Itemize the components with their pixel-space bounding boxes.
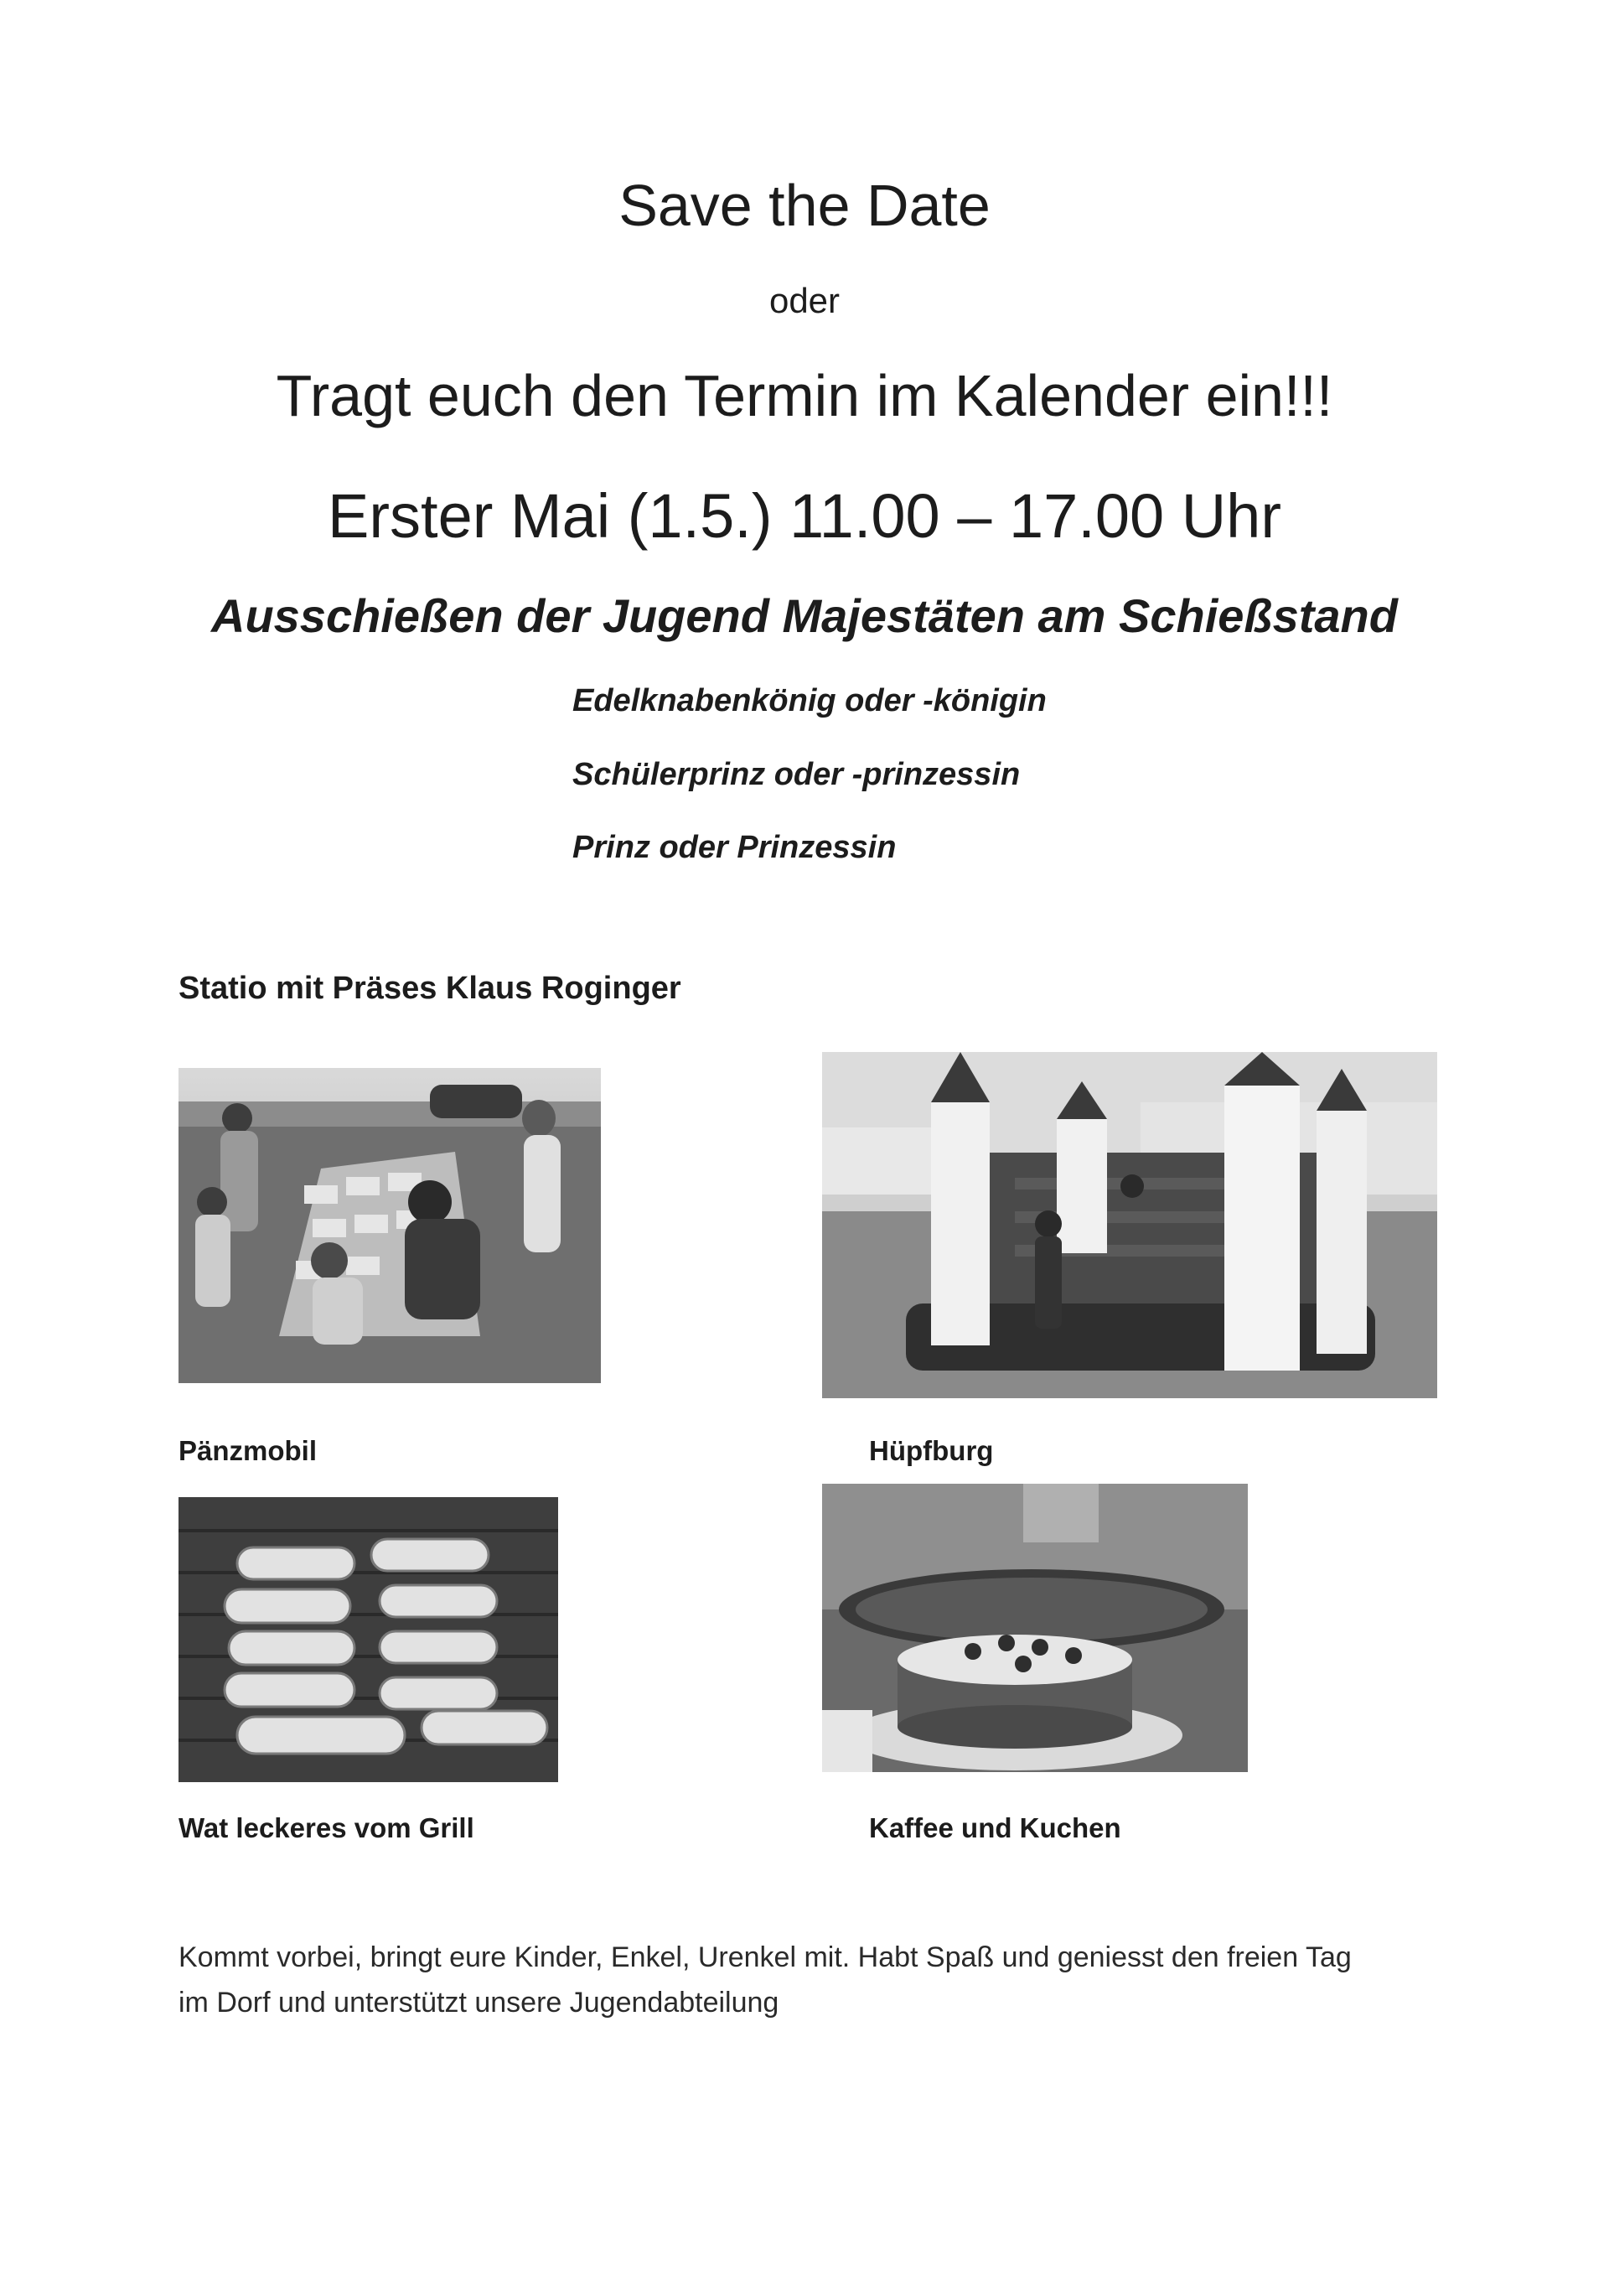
- category-item: Schülerprinz oder -prinzessin: [572, 757, 1021, 792]
- flyer-subtitle: Tragt euch den Termin im Kalender ein!!!: [276, 363, 1333, 428]
- photo-caption: Kaffee und Kuchen: [869, 1812, 1121, 1843]
- photo-caption: Wat leckeres vom Grill: [178, 1812, 474, 1843]
- event-date-time: Erster Mai (1.5.) 11.00 – 17.00 Uhr: [328, 481, 1281, 551]
- paenzmobil-photo: [178, 1068, 601, 1383]
- category-item: Edelknabenkönig oder -königin: [572, 683, 1047, 718]
- statio-line: Statio mit Präses Klaus Roginger: [178, 971, 681, 1006]
- event-headline: Ausschießen der Jugend Majestäten am Schießstand: [211, 589, 1398, 642]
- connector-word: oder: [768, 281, 841, 320]
- category-item: Prinz oder Prinzessin: [572, 830, 897, 865]
- photo-caption: Hüpfburg: [869, 1435, 994, 1466]
- kuchen-photo: [822, 1484, 1248, 1772]
- flyer-title: Save the Date: [618, 173, 991, 238]
- photo-caption: Pänzmobil: [178, 1435, 318, 1466]
- huepfburg-photo: [822, 1052, 1437, 1398]
- closing-paragraph-line: im Dorf und unterstützt unsere Jugendabteilung: [178, 1987, 779, 2019]
- closing-paragraph-line: Kommt vorbei, bringt eure Kinder, Enkel, Urenkel mit. Habt Spaß und geniesst den freien Tag: [178, 1941, 1352, 1973]
- grill-photo: [178, 1497, 558, 1782]
